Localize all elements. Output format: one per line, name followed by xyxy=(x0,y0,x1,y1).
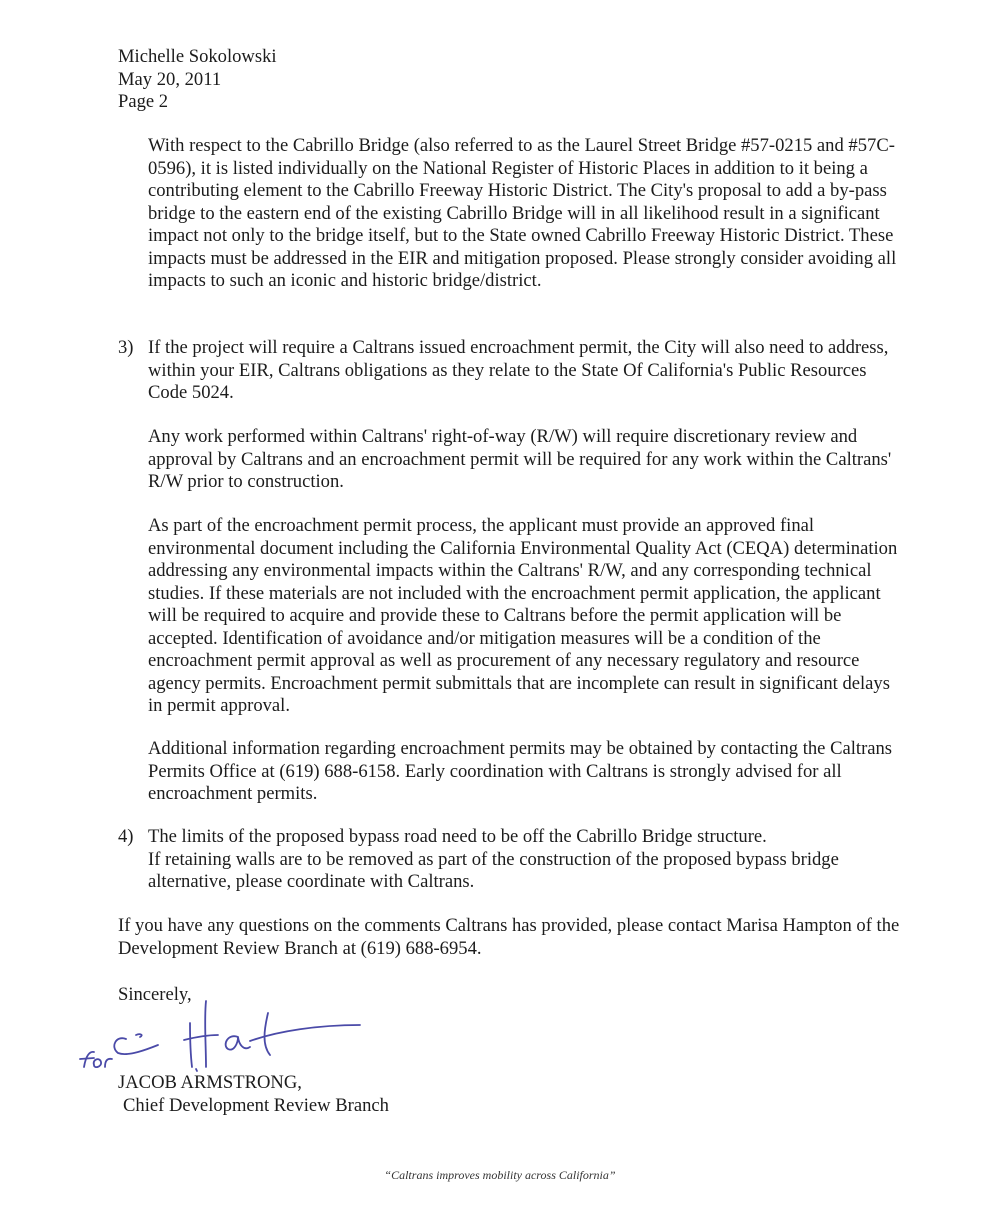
list-item-4 xyxy=(118,826,908,894)
letter-header xyxy=(118,46,277,114)
item-text: If the project will require a Caltrans issued encroachment permit, the City will also need to address, within your EIR, Caltrans obligations as they relate to the State Of California's Public Resources Code 5024. xyxy=(148,337,889,403)
signer-block xyxy=(118,1072,389,1117)
letter-date: May 20, 2011 xyxy=(118,68,222,90)
signer-name: JACOB ARMSTRONG, xyxy=(118,1072,302,1093)
item-text-line2: If retaining walls are to be removed as part of the construction of the proposed bypass bridge alternative, please coordinate with Caltrans. xyxy=(148,848,839,892)
item-number: 3) xyxy=(118,337,134,358)
additional-info-paragraph: Additional information regarding encroachment permits may be obtained by contacting the Caltrans Permits Office at (619) 688-6158. Early coordination with Caltrans is strongly advised for all encroachment permits. xyxy=(148,738,893,804)
signer-title: Chief Development Review Branch xyxy=(123,1094,389,1116)
item-number: 4) xyxy=(118,826,134,847)
recipient-name: Michelle Sokolowski xyxy=(118,46,277,67)
bridge-paragraph: With respect to the Cabrillo Bridge (also referred to as the Laurel Street Bridge #57-0215 and #57C-0596), it is listed individually on the National Register of Historic Places in addition to it being a contributing element to the Cabrillo Freeway Historic District. The City's proposal to add a by-pass bridge to the eastern end of the existing Cabrillo Bridge will in all likelihood result in a significant impact not only to the bridge itself, but to the State owned Cabrillo Freeway Historic District. These impacts must be addressed in the EIR and mitigation proposed. Please strongly consider avoiding all impacts to such an iconic and historic bridge/district. xyxy=(148,135,897,291)
list-item-3 xyxy=(118,337,908,405)
footer-motto: “Caltrans improves mobility across California” xyxy=(384,1168,616,1182)
right-of-way-paragraph: Any work performed within Caltrans' right-of-way (R/W) will require discretionary review and approval by Caltrans and an encroachment permit will be required for any work within the Caltrans' R/W prior to construction. xyxy=(148,426,892,492)
contact-paragraph: If you have any questions on the comments Caltrans has provided, please contact Marisa Hampton of the Development Review Branch at (619) 688-6954. xyxy=(118,915,900,959)
salutation: Sincerely, xyxy=(118,984,192,1005)
permit-process-paragraph: As part of the encroachment permit process, the applicant must provide an approved final environmental document including the California Environmental Quality Act (CEQA) determination addressing any environmental impacts within the Caltrans' R/W, and any corresponding technical studies. If these materials are not included with the encroachment permit application, the applicant will be required to acquire and provide these to Caltrans before the permit application will be accepted. Identification of avoidance and/or mitigation measures will be a condition of the encroachment permit approval as well as procurement of any necessary regulatory and resource agency permits. Encroachment permit submittals that are incomplete can result in significant delays in permit approval. xyxy=(148,515,898,716)
item-text-line1: The limits of the proposed bypass road need to be off the Cabrillo Bridge structure. xyxy=(148,826,767,847)
page-number: Page 2 xyxy=(118,91,169,112)
